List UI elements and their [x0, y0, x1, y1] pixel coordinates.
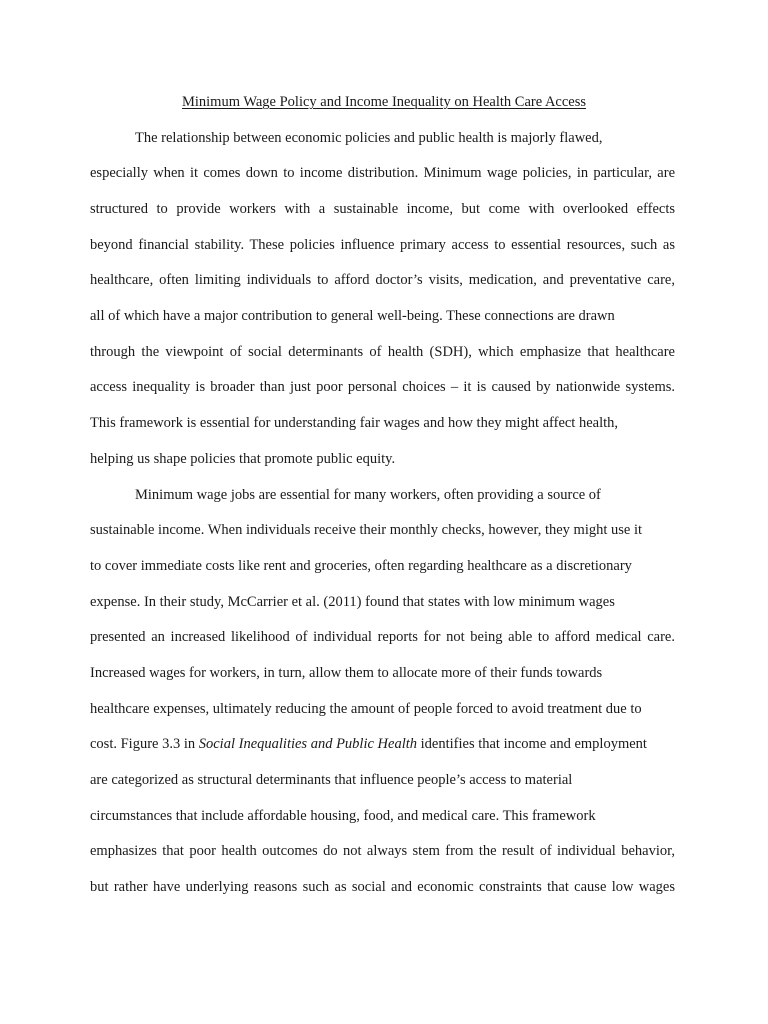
paragraph-1-line-9: This framework is essential for understanding fair wages and how they might affect health,: [90, 415, 619, 431]
document-title: Minimum Wage Policy and Income Inequality on Health Care Access: [181, 94, 587, 110]
paragraph-2-line-9: are categorized as structural determinants that influence people’s access to material: [90, 772, 573, 788]
paragraph-2-line-8-before: cost. Figure 3.3 in: [90, 736, 199, 752]
paragraph-2-line-2: sustainable income. When individuals receive their monthly checks, however, they might use it: [90, 522, 643, 538]
paragraph-2-line-12: but rather have underlying reasons such as social and economic constraints that cause low wages: [90, 879, 675, 895]
paragraph-1-line-1: The relationship between economic policies and public health is majorly flawed,: [135, 130, 603, 146]
paragraph-1-line-6: all of which have a major contribution to general well-being. These connections are drawn: [90, 308, 615, 324]
paragraph-1-line-10: helping us shape policies that promote public equity.: [90, 451, 396, 467]
paragraph-2-line-6: Increased wages for workers, in turn, allow them to allocate more of their funds towards: [90, 665, 603, 681]
paragraph-2-line-3: to cover immediate costs like rent and groceries, often regarding healthcare as a discretionary: [90, 558, 632, 574]
paragraph-1-line-7: through the viewpoint of social determinants of health (SDH), which emphasize that healthcare: [90, 344, 675, 360]
paragraph-2-line-8: [90, 734, 647, 754]
paragraph-2-line-1: Minimum wage jobs are essential for many workers, often providing a source of: [135, 487, 601, 503]
paragraph-2-line-5: presented an increased likelihood of individual reports for not being able to afford medical care.: [90, 629, 675, 645]
paragraph-1-line-5: healthcare, often limiting individuals to afford doctor’s visits, medication, and preventative care,: [90, 272, 675, 288]
paragraph-1-line-3: structured to provide workers with a sustainable income, but come with overlooked effects: [90, 201, 675, 217]
paragraph-2-line-4: expense. In their study, McCarrier et al. (2011) found that states with low minimum wages: [90, 594, 615, 610]
paragraph-2-line-7: healthcare expenses, ultimately reducing the amount of people forced to avoid treatment due to: [90, 701, 642, 717]
paragraph-2-line-10: circumstances that include affordable housing, food, and medical care. This framework: [90, 808, 596, 824]
paragraph-1-line-2: especially when it comes down to income distribution. Minimum wage policies, in particular, are: [90, 165, 675, 181]
book-title-citation: Social Inequalities and Public Health: [198, 736, 418, 752]
paragraph-2-line-8-after: identifies that income and employment: [417, 736, 647, 752]
paragraph-1-line-8: access inequality is broader than just poor personal choices – it is caused by nationwide systems.: [90, 379, 675, 395]
paragraph-2-line-11: emphasizes that poor health outcomes do not always stem from the result of individual behavior,: [90, 843, 675, 859]
paragraph-1-line-4: beyond financial stability. These policies influence primary access to essential resources, such as: [90, 237, 675, 253]
